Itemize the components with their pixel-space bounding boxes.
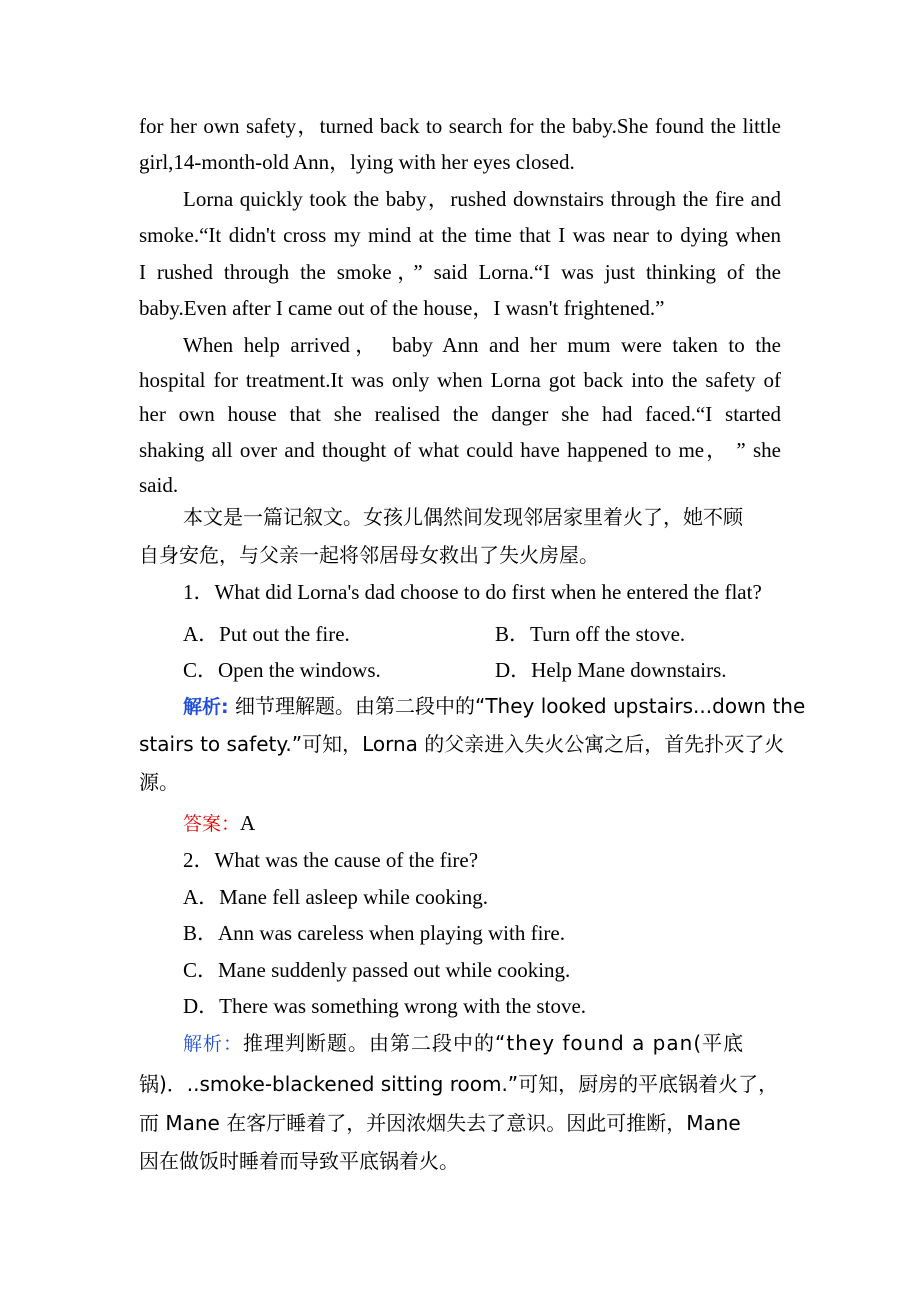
q2-analysis-label: 解析： <box>183 1033 244 1055</box>
q2-analysis-line: 因在做饭时睡着而导致平底锅着火。 <box>139 1149 459 1173</box>
passage-line: smoke.“It didn't cross my mind at the time that I was near to dying when <box>139 223 781 247</box>
q1-analysis-text: 细节理解题。由第二段中的“They looked upstairs...down the <box>228 694 806 718</box>
q1-answer-value: A <box>240 811 256 835</box>
q2-option-a: A．Mane fell asleep while cooking. <box>183 885 488 909</box>
q1-answer <box>183 808 781 839</box>
q1-options-row-1 <box>183 619 781 649</box>
question-2: 2．What was the cause of the fire? <box>183 848 479 872</box>
q1-option-d: D．Help Mane downstairs. <box>495 658 727 682</box>
q1-option-c: C．Open the windows. <box>183 658 381 682</box>
q1-option-b: B．Turn off the stove. <box>495 622 686 646</box>
passage-line: girl,14-month-old Ann，lying with her eyes closed. <box>139 150 575 174</box>
q1-options-row-2 <box>183 655 781 685</box>
q1-option-a: A．Put out the fire. <box>183 622 350 646</box>
q1-answer-label: 答案： <box>183 813 241 835</box>
q2-analysis-text: 推理判断题。由第二段中的“they found a pan(平底 <box>243 1031 745 1055</box>
passage-line: her own house that she realised the danger she had faced.“I started <box>139 402 781 426</box>
passage-line: said. <box>139 473 179 497</box>
q1-analysis-line: stairs to safety.”可知，Lorna 的父亲进入失火公寓之后，首先扑灭了火 <box>139 732 785 756</box>
q1-analysis-line: 源。 <box>139 770 179 794</box>
question-1: 1．What did Lorna's dad choose to do first when he entered the flat? <box>183 580 762 604</box>
summary-line: 自身安危，与父亲一起将邻居母女救出了失火房屋。 <box>139 543 599 567</box>
passage-line: for her own safety，turned back to search for the baby.She found the little <box>139 114 781 138</box>
q2-analysis-line: 锅)．..smoke-blackened sitting room.”可知，厨房的平底锅着火了， <box>139 1072 779 1096</box>
passage-line: shaking all over and thought of what could have happened to me， ” she <box>139 438 781 462</box>
q2-option-d: D．There was something wrong with the stove. <box>183 994 587 1018</box>
q2-option-b: B．Ann was careless when playing with fire. <box>183 921 565 945</box>
summary-line: 本文是一篇记叙文。女孩儿偶然间发现邻居家里着火了，她不顾 <box>183 505 743 529</box>
passage-line: baby.Even after I came out of the house，I wasn't frightened.” <box>139 296 665 320</box>
passage-line: I rushed through the smoke，” said Lorna.“I was just thinking of the <box>139 260 781 284</box>
q2-option-c: C．Mane suddenly passed out while cooking. <box>183 958 571 982</box>
q1-analysis-label: 解析: <box>183 696 229 718</box>
q2-analysis-line: 而 Mane 在客厅睡着了，并因浓烟失去了意识。因此可推断，Mane <box>139 1111 741 1135</box>
passage-line: hospital for treatment.It was only when Lorna got back into the safety of <box>139 368 781 392</box>
passage-line: Lorna quickly took the baby，rushed downstairs through the fire and <box>183 187 781 211</box>
passage-line: When help arrived， baby Ann and her mum were taken to the <box>183 333 781 357</box>
q1-analysis-line <box>183 691 806 722</box>
q2-analysis-line <box>183 1028 781 1059</box>
